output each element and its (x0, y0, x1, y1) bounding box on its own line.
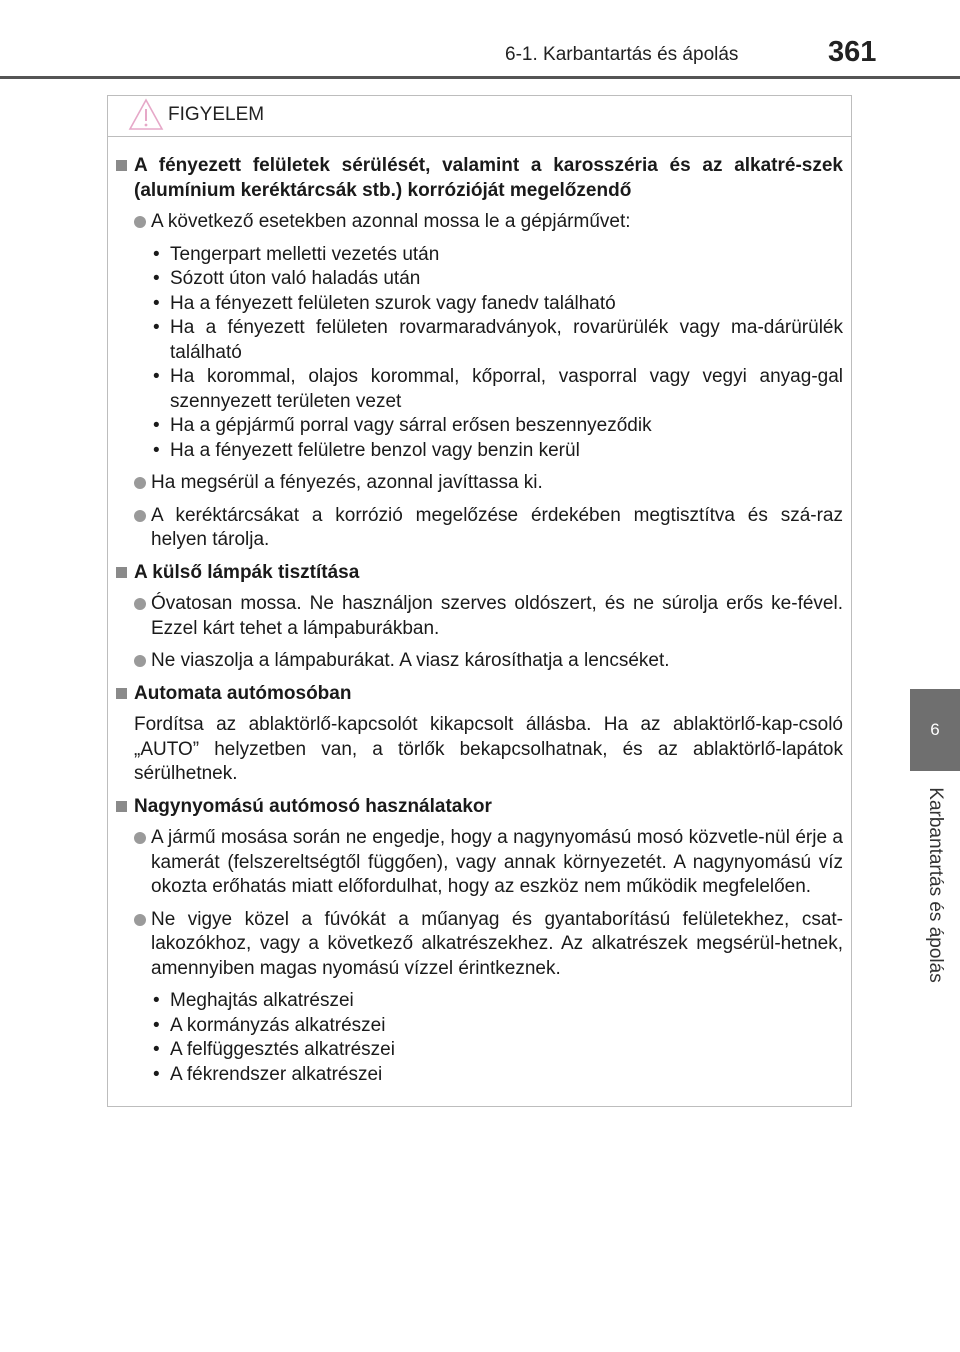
list-item-text: Ha megsérül a fényezés, azonnal javíttassa ki. (151, 472, 543, 493)
list-item-text: A keréktárcsákat a korrózió megelőzése érdekében megtisztítva és szá-raz helyen tárolja. (151, 504, 843, 550)
list-item (114, 210, 843, 235)
bullet-dot-icon (134, 655, 146, 667)
list-item-text: A következő esetekben azonnal mossa le a gépjárművet: (151, 211, 631, 232)
bullet-dot-icon (134, 477, 146, 489)
bullet-item: • Meghajtás alkatrészei (152, 989, 843, 1014)
section-title-text: Automata autómosóban (134, 682, 352, 704)
chapter-tab (910, 689, 960, 771)
bullet-dot-icon (134, 832, 146, 844)
section-square-icon (116, 160, 127, 171)
bullet-item: • Sózott úton való haladás után (152, 267, 843, 292)
section-title (114, 561, 843, 586)
section-header-title: 6-1. Karbantartás és ápolás (505, 44, 739, 65)
header-rule (0, 76, 960, 79)
chapter-side-label: Karbantartás és ápolás (925, 787, 946, 983)
warning-content (114, 154, 843, 1095)
list-item (114, 504, 843, 553)
list-item (114, 471, 843, 496)
bullet-item: • Ha a fényezett felületen rovarmaradványok, rovarürülék vagy ma-dárürülék található (152, 316, 843, 365)
chapter-number: 6 (930, 720, 940, 739)
list-item-text: Ne vigye közel a fúvókát a műanyag és gyantaborítású felületekhez, csat-lakozókhoz, vagy a következő alkatrészekhez. Az alkatrészek megsérül-hetnek, amennyiben magas nyomású vízzel érintkeznek. (151, 908, 843, 979)
bullet-list (114, 243, 843, 464)
bullet-dot-icon (134, 216, 146, 228)
bullet-item: • Ha a fényezett felületre benzol vagy benzin kerül (152, 439, 843, 464)
section-title (114, 682, 843, 707)
list-item (114, 826, 843, 900)
section-title (114, 795, 843, 820)
list-item-text: Ne viaszolja a lámpaburákat. A viasz károsíthatja a lencséket. (151, 650, 670, 671)
list-item (114, 649, 843, 674)
bullet-list (114, 989, 843, 1087)
bullet-item: • Ha korommal, olajos korommal, kőporral, vasporral vagy vegyi anyag-gal szennyezett területen vezet (152, 365, 843, 414)
bullet-item: • A kormányzás alkatrészei (152, 1014, 843, 1039)
bullet-item: • Ha a fényezett felületen szurok vagy fanedv található (152, 292, 843, 317)
section-title-text: A külső lámpák tisztítása (134, 561, 360, 583)
bullet-dot-icon (134, 914, 146, 926)
bullet-dot-icon (134, 598, 146, 610)
bullet-dot-icon (134, 510, 146, 522)
section-square-icon (116, 688, 127, 699)
warning-box (107, 95, 852, 1107)
list-item-text: A jármű mosása során ne engedje, hogy a nagynyomású mosó közvetle-nül érje a kamerát (felszereltségtől függően), vagy annak környezetét. A nagynyomású víz okozta erőhatás miatt előfordulhat, hogy az eszköz nem működik megfelelően. (151, 827, 843, 897)
warning-label: FIGYELEM (168, 104, 265, 125)
section-square-icon (116, 801, 127, 812)
bullet-item: • Ha a gépjármű porral vagy sárral erősen beszennyeződik (152, 414, 843, 439)
bullet-item: • Tengerpart melletti vezetés után (152, 243, 843, 268)
list-item (114, 592, 843, 641)
warning-triangle-icon (128, 98, 164, 137)
list-item-text: Óvatosan mossa. Ne használjon szerves oldószert, és ne súrolja erős ke-fével. Ezzel kárt tehet a lámpaburákban. (151, 593, 843, 639)
bullet-item: • A felfüggesztés alkatrészei (152, 1038, 843, 1063)
section-title-text: Nagynyomású autómosó használatakor (134, 795, 492, 817)
section-paragraph: Fordítsa az ablaktörlő-kapcsolót kikapcsolt állásba. Ha az ablaktörlő-kap-csoló „AUTO” helyzetben van, a törlők bekapcsolhatnak, és az ablaktörlő-lapátok sérülhetnek. (134, 714, 843, 784)
list-item (114, 908, 843, 982)
section-title-text: A fényezett felületek sérülését, valamint a karosszéria és az alkatré-szek (alumínium keréktárcsák stb.) korrózióját megelőzendő (134, 155, 843, 201)
section-title (114, 154, 843, 203)
bullet-item: • A fékrendszer alkatrészei (152, 1063, 843, 1088)
page-number: 361 (828, 36, 877, 68)
section-square-icon (116, 567, 127, 578)
warning-header (108, 96, 851, 137)
